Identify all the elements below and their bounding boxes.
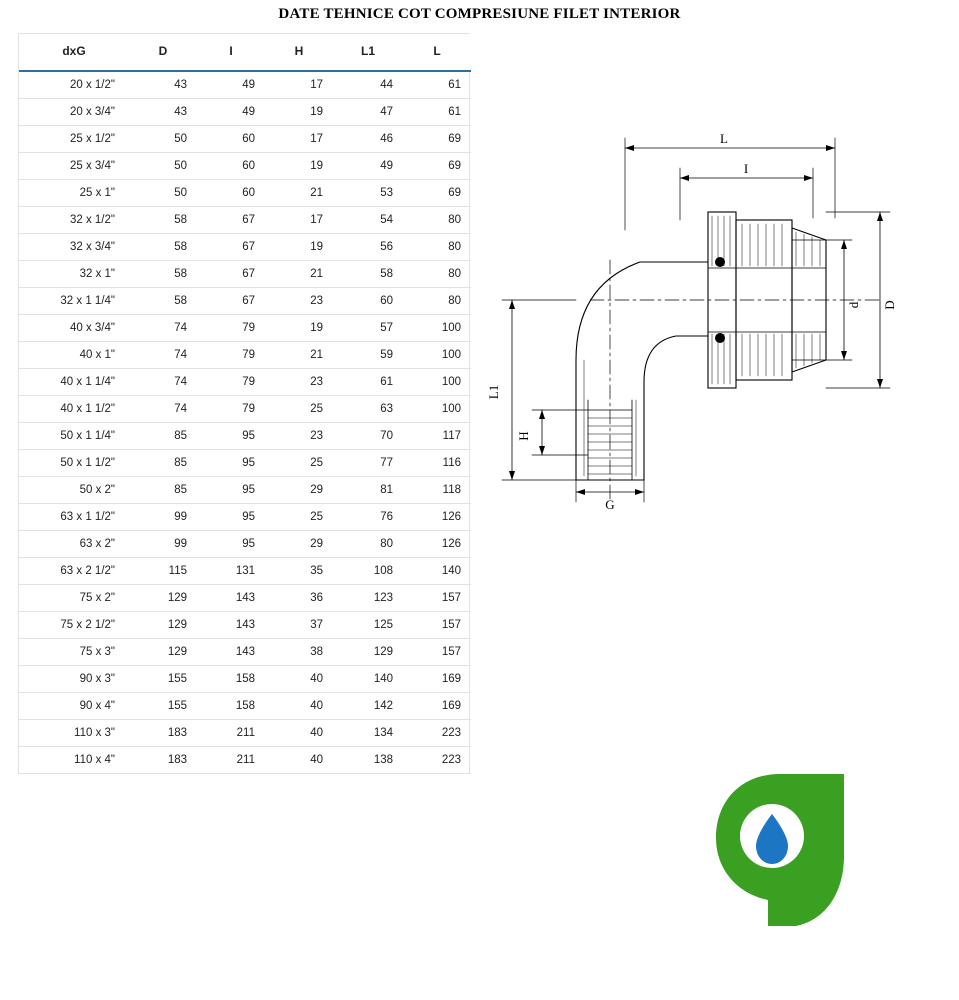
- table-row: [19, 693, 471, 720]
- cell-size: 63 x 2 1/2": [19, 558, 129, 585]
- cell-size: 40 x 1 1/4": [19, 369, 129, 396]
- cell-l1: 76: [333, 504, 403, 531]
- cell-i: 131: [197, 558, 265, 585]
- cell-l: 80: [403, 234, 471, 261]
- cell-size: 75 x 2": [19, 585, 129, 612]
- cell-h: 23: [265, 423, 333, 450]
- table-row: [19, 720, 471, 747]
- table-row: [19, 504, 471, 531]
- table-row: [19, 612, 471, 639]
- dimension-label-D: D: [882, 300, 897, 310]
- cell-d: 99: [129, 531, 197, 558]
- cell-l1: 56: [333, 234, 403, 261]
- cell-d: 99: [129, 504, 197, 531]
- cell-l: 126: [403, 531, 471, 558]
- table-row: [19, 99, 471, 126]
- cell-l1: 108: [333, 558, 403, 585]
- cell-l: 69: [403, 153, 471, 180]
- cell-size: 32 x 1 1/4": [19, 288, 129, 315]
- cell-l1: 123: [333, 585, 403, 612]
- cell-l1: 80: [333, 531, 403, 558]
- cell-h: 40: [265, 666, 333, 693]
- cell-l: 169: [403, 666, 471, 693]
- cell-size: 32 x 1/2": [19, 207, 129, 234]
- cell-i: 79: [197, 315, 265, 342]
- cell-size: 32 x 3/4": [19, 234, 129, 261]
- cell-l1: 59: [333, 342, 403, 369]
- cell-h: 25: [265, 396, 333, 423]
- cell-d: 58: [129, 261, 197, 288]
- cell-d: 183: [129, 720, 197, 747]
- cell-i: 60: [197, 126, 265, 153]
- cell-l1: 142: [333, 693, 403, 720]
- dimension-label-L: L: [720, 131, 728, 146]
- column-header-i: I: [197, 34, 265, 71]
- technical-data-table: [19, 34, 471, 774]
- cell-d: 115: [129, 558, 197, 585]
- cell-i: 67: [197, 207, 265, 234]
- cell-i: 95: [197, 477, 265, 504]
- cell-h: 40: [265, 720, 333, 747]
- table-row: [19, 477, 471, 504]
- cell-h: 17: [265, 71, 333, 99]
- table-row: [19, 423, 471, 450]
- cell-l1: 138: [333, 747, 403, 774]
- table-row: [19, 369, 471, 396]
- cell-l1: 81: [333, 477, 403, 504]
- cell-h: 23: [265, 288, 333, 315]
- table-row: [19, 639, 471, 666]
- cell-h: 29: [265, 477, 333, 504]
- cell-l1: 53: [333, 180, 403, 207]
- cell-l: 157: [403, 639, 471, 666]
- table-row: [19, 450, 471, 477]
- cell-l1: 58: [333, 261, 403, 288]
- cell-d: 129: [129, 612, 197, 639]
- technical-drawing: [480, 110, 940, 510]
- cell-l1: 125: [333, 612, 403, 639]
- cell-i: 60: [197, 153, 265, 180]
- cell-l: 100: [403, 342, 471, 369]
- cell-d: 155: [129, 693, 197, 720]
- cell-h: 25: [265, 504, 333, 531]
- cell-l: 80: [403, 261, 471, 288]
- cell-l1: 140: [333, 666, 403, 693]
- dimension-label-d: d: [846, 301, 861, 309]
- cell-d: 43: [129, 71, 197, 99]
- cell-l: 116: [403, 450, 471, 477]
- cell-i: 158: [197, 666, 265, 693]
- table-row: [19, 666, 471, 693]
- table-row: [19, 342, 471, 369]
- cell-i: 79: [197, 342, 265, 369]
- column-header-h: H: [265, 34, 333, 71]
- cell-size: 25 x 3/4": [19, 153, 129, 180]
- cell-i: 60: [197, 180, 265, 207]
- cell-i: 67: [197, 288, 265, 315]
- cell-size: 20 x 3/4": [19, 99, 129, 126]
- cell-d: 74: [129, 315, 197, 342]
- table-row: [19, 126, 471, 153]
- cell-size: 25 x 1": [19, 180, 129, 207]
- cell-d: 43: [129, 99, 197, 126]
- table-header-row: [19, 34, 471, 71]
- cell-h: 37: [265, 612, 333, 639]
- column-header-l: L: [403, 34, 471, 71]
- cell-l: 140: [403, 558, 471, 585]
- cell-h: 19: [265, 234, 333, 261]
- cell-h: 38: [265, 639, 333, 666]
- cell-h: 19: [265, 315, 333, 342]
- cell-i: 79: [197, 396, 265, 423]
- cell-l: 118: [403, 477, 471, 504]
- cell-l: 157: [403, 612, 471, 639]
- cell-size: 20 x 1/2": [19, 71, 129, 99]
- cell-size: 75 x 2 1/2": [19, 612, 129, 639]
- page-title: DATE TEHNICE COT COMPRESIUNE FILET INTERIOR: [278, 6, 681, 22]
- cell-l: 61: [403, 99, 471, 126]
- cell-h: 23: [265, 369, 333, 396]
- cell-l1: 61: [333, 369, 403, 396]
- cell-d: 50: [129, 153, 197, 180]
- cell-i: 143: [197, 612, 265, 639]
- cell-size: 50 x 1 1/4": [19, 423, 129, 450]
- cell-d: 183: [129, 747, 197, 774]
- cell-size: 110 x 3": [19, 720, 129, 747]
- table-row: [19, 288, 471, 315]
- cell-h: 35: [265, 558, 333, 585]
- cell-d: 74: [129, 342, 197, 369]
- cell-l: 223: [403, 720, 471, 747]
- cell-size: 75 x 3": [19, 639, 129, 666]
- cell-size: 90 x 4": [19, 693, 129, 720]
- cell-h: 21: [265, 261, 333, 288]
- cell-i: 49: [197, 99, 265, 126]
- cell-i: 143: [197, 585, 265, 612]
- cell-i: 211: [197, 747, 265, 774]
- dimension-label-G: G: [605, 497, 615, 510]
- cell-size: 40 x 3/4": [19, 315, 129, 342]
- column-header-l1: L1: [333, 34, 403, 71]
- cell-i: 67: [197, 261, 265, 288]
- cell-d: 50: [129, 126, 197, 153]
- cell-l1: 46: [333, 126, 403, 153]
- cell-l: 100: [403, 315, 471, 342]
- cell-d: 85: [129, 423, 197, 450]
- cell-size: 32 x 1": [19, 261, 129, 288]
- cell-l1: 57: [333, 315, 403, 342]
- cell-d: 129: [129, 585, 197, 612]
- table-row: [19, 261, 471, 288]
- cell-l: 69: [403, 126, 471, 153]
- table-row: [19, 396, 471, 423]
- cell-i: 143: [197, 639, 265, 666]
- cell-size: 40 x 1": [19, 342, 129, 369]
- cell-l1: 77: [333, 450, 403, 477]
- cell-h: 25: [265, 450, 333, 477]
- table-row: [19, 207, 471, 234]
- cell-l1: 49: [333, 153, 403, 180]
- cell-d: 155: [129, 666, 197, 693]
- column-header-d: D: [129, 34, 197, 71]
- cell-l: 100: [403, 369, 471, 396]
- cell-d: 74: [129, 396, 197, 423]
- cell-h: 40: [265, 693, 333, 720]
- cell-h: 21: [265, 180, 333, 207]
- cell-size: 50 x 1 1/2": [19, 450, 129, 477]
- table-row: [19, 747, 471, 774]
- cell-l: 80: [403, 288, 471, 315]
- elbow-drawing-svg: [480, 110, 940, 510]
- cell-l: 80: [403, 207, 471, 234]
- table-row: [19, 315, 471, 342]
- cell-size: 50 x 2": [19, 477, 129, 504]
- cell-l1: 44: [333, 71, 403, 99]
- table-header: [19, 34, 471, 71]
- table-body: [19, 71, 471, 774]
- cell-h: 19: [265, 99, 333, 126]
- cell-i: 95: [197, 504, 265, 531]
- cell-size: 40 x 1 1/2": [19, 396, 129, 423]
- cell-i: 95: [197, 423, 265, 450]
- cell-h: 36: [265, 585, 333, 612]
- cell-i: 211: [197, 720, 265, 747]
- cell-h: 17: [265, 126, 333, 153]
- cell-d: 50: [129, 180, 197, 207]
- cell-d: 85: [129, 450, 197, 477]
- cell-l1: 134: [333, 720, 403, 747]
- cell-h: 40: [265, 747, 333, 774]
- cell-size: 63 x 1 1/2": [19, 504, 129, 531]
- cell-h: 21: [265, 342, 333, 369]
- spec-table-container: [18, 33, 470, 774]
- cell-l: 61: [403, 71, 471, 99]
- cell-l1: 60: [333, 288, 403, 315]
- cell-d: 58: [129, 288, 197, 315]
- table-row: [19, 234, 471, 261]
- cell-h: 19: [265, 153, 333, 180]
- table-row: [19, 180, 471, 207]
- table-row: [19, 71, 471, 99]
- cell-d: 58: [129, 234, 197, 261]
- logo-svg: [700, 770, 860, 930]
- table-row: [19, 558, 471, 585]
- cell-d: 129: [129, 639, 197, 666]
- cell-l: 157: [403, 585, 471, 612]
- cell-l: 169: [403, 693, 471, 720]
- cell-l: 223: [403, 747, 471, 774]
- cell-l1: 54: [333, 207, 403, 234]
- column-header-dxg: dxG: [19, 34, 129, 71]
- cell-i: 49: [197, 71, 265, 99]
- cell-l1: 70: [333, 423, 403, 450]
- cell-l: 117: [403, 423, 471, 450]
- cell-d: 74: [129, 369, 197, 396]
- cell-l1: 63: [333, 396, 403, 423]
- dimension-label-H: H: [516, 431, 531, 441]
- cell-l: 69: [403, 180, 471, 207]
- cell-i: 67: [197, 234, 265, 261]
- cell-d: 85: [129, 477, 197, 504]
- cell-size: 110 x 4": [19, 747, 129, 774]
- cell-l: 100: [403, 396, 471, 423]
- table-row: [19, 153, 471, 180]
- table-row: [19, 531, 471, 558]
- dimension-label-L1: L1: [486, 384, 501, 400]
- cell-l1: 129: [333, 639, 403, 666]
- cell-size: 63 x 2": [19, 531, 129, 558]
- cell-i: 79: [197, 369, 265, 396]
- cell-l: 126: [403, 504, 471, 531]
- cell-i: 95: [197, 450, 265, 477]
- cell-d: 58: [129, 207, 197, 234]
- cell-h: 17: [265, 207, 333, 234]
- cell-i: 158: [197, 693, 265, 720]
- table-row: [19, 585, 471, 612]
- cell-h: 29: [265, 531, 333, 558]
- dimension-label-I: I: [743, 161, 749, 176]
- cell-l1: 47: [333, 99, 403, 126]
- cell-i: 95: [197, 531, 265, 558]
- cell-size: 25 x 1/2": [19, 126, 129, 153]
- cell-size: 90 x 3": [19, 666, 129, 693]
- company-logo: [700, 770, 860, 930]
